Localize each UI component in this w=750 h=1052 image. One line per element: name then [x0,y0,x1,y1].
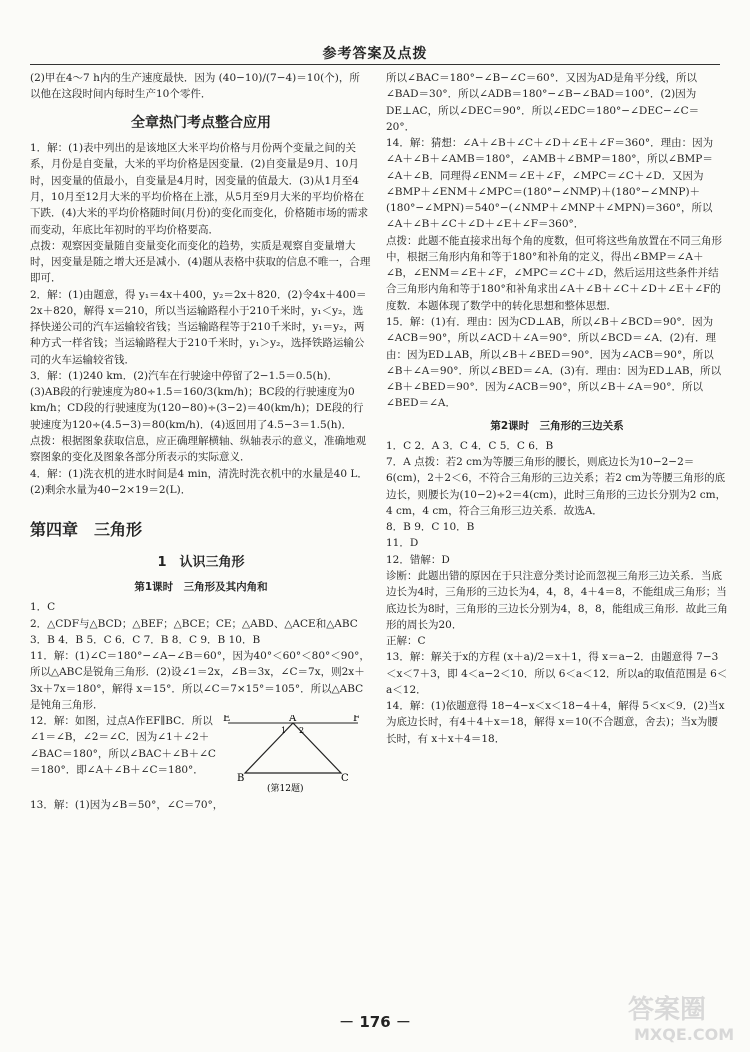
answer-item: 7．A 点拨：若2 cm为等腰三角形的腰长，则底边长为10−2−2＝6(cm)，2＋2＜6，不符合三角形的三边关系；若2 cm为等腰三角形的底边长，则腰长为(10−2)÷2＝4(cm)，此时三角形的三边长分别为2 cm，4 cm，4 cm，符合三角形三边关系．故选A． [386,456,727,517]
answer-item: 1．解：(1)表中列出的是该地区大米平均价格与月份两个变量之间的关系，月份是自变量，大米的平均价格是因变量．(2)自变量是9月、10月时，因变量的值最小，自变量是4月时，因变量的值最大．(3)从1月至4月，10月至12月大米的平均价格在上涨，从5月至9月大米的平均价格在下跌．(4)大米的平均价格随时间(月份)的变化而变化，价格随市场的需求而变动，年底比年初时的平均价格要高． [30,142,369,236]
lesson-heading: 1 认识三角形 [157,554,245,570]
answer-item: 11．解：(1)∠C＝180°−∠A−∠B＝60°，因为40°＜60°＜80°＜90°，所以△ABC是锐角三角形．(2)设∠1＝2x，∠B＝3x，∠C＝7x，则2x＋3x＋7x＝180°，解得 x＝15°．所以∠C＝7×15°＝105°．所以△ABC是钝角三角形． [30,650,370,711]
label-e: E [223,715,231,725]
chapter-heading: 第四章 三角形 [30,520,143,540]
right-column [386,70,728,747]
answer-item: 12．错解：D [386,553,450,566]
hint-text: 点拨：此题不能直接求出每个角的度数，但可将这些角放置在不同三角形中，根据三角形内角和等于180°和补角的定义，得出∠BMP＝∠A＋∠B，∠ENM＝∠E＋∠F，∠MPC＝∠C＋∠D，然后运用这些条件并结合三角形内角和等于180°和补角求出∠A＋∠B＋∠C＋∠D＋∠E＋∠F的度数．本题体现了数学中的转化思想和整体思想． [386,234,722,312]
answer-item: 正解：C [386,635,426,648]
triangle-diagram [223,715,363,795]
triangle-figure [223,715,363,795]
answer-text: 所以∠BAC＝180°−∠B−∠C＝60°．又因为AD是角平分线，所以∠BAD＝30°．所以∠ADB＝180°−∠B−∠BAD＝100°．(2)因为DE⊥AC，所以∠DEC＝90°．所以∠EDC＝180°−∠DEC−∠C＝20°． [386,72,700,133]
hint-text: 点拨：观察因变量随自变量变化而变化的趋势，实质是观察自变量增大时，因变量是随之增大还是减小．(4)题从表格中获取的信息不唯一，合理即可． [30,239,371,285]
watermark-text-1: 答案圈 [628,995,707,1025]
page-title: 参考答案及点拨 [322,46,428,62]
answer-item: 14．解：(1)依题意得 18−4−x＜x＜18−4＋4，解得 5＜x＜9．(2)当x为底边长时，有4＋4＋x＝18，解得 x＝10(不合题意，舍去)；当x为腰长时，有 x＋x＋4＝18． [386,700,725,745]
label-1: 1 [281,726,287,736]
label-b: B [237,773,245,785]
hint-text: 点拨：根据图象获取信息，应正确理解横轴、纵轴表示的意义，准确地观察图象的变化及图象各部分所表示的实际意义． [30,435,366,464]
answer-item: 2．解：(1)由题意，得 y₁＝4x＋400，y₂＝2x＋820．(2)令4x＋400＝2x＋820，解得 x＝210，所以当运输路程小于210千米时，y₁＜y₂，选择快递公司的汽车运输较省钱；当运输路程等于210千米时，y₁＝y₂，两种方式一样省钱；当运输路程大于210千米时，y₁＞y₂，选择铁路运输公司的火车运输较省钱． [30,288,367,366]
answer-item: 3．解：(1)240 km．(2)汽车在行驶途中停留了2−1.5＝0.5(h)． [30,369,338,382]
period-heading: 第2课时 三角形的三边关系 [490,419,624,432]
label-a: A [289,715,297,725]
watermark-text-2: MXQE.COM [634,1025,735,1044]
answer-text: (2)甲在4～7 h内的生产速度最快．因为 (40−10)/(7−4)＝10(个)，所 [30,72,360,84]
answer-item: 3．B 4．B 5．C 6．C 7．B 8．C 9．B 10．B [30,633,261,646]
section-heading: 全章热门考点整合应用 [131,114,271,131]
page-header [0,0,750,60]
answer-item: 12．解：如图，过点A作EF∥BC．所以∠1＝∠B，∠2＝∠C．因为∠1＋∠2＋∠BAC＝180°，所以∠BAC＋∠B＋∠C＝180°．即∠A＋∠B＋∠C＝180°． [30,715,216,776]
answer-item: 11．D [386,537,419,550]
page-number: － 176 － [339,1012,411,1031]
diagnosis-text: 诊断：此题出错的原因在于只注意分类讨论而忽视三角形三边关系．当底边长为4时，三角形的三边长为4，4，8，4＋4＝8，不能组成三角形；当底边长为8时，三角形的三边长分别为4，8，8，能组成三角形．故此三角形的周长为20． [386,569,728,631]
answer-item: 13．解：解关于x的方程 (x＋a)/2＝x＋1，得 x＝a−2．由题意得 7−3＜x＜7＋3，即 4＜a−2＜10．所以 6＜a＜12．所以a的取值范围是 6＜a＜12． [386,651,728,696]
answer-item: 15．解：(1)有．理由：因为CD⊥AB，所以∠B＋∠BCD＝90°．因为∠ACB＝90°，所以∠ACD＋∠A＝90°．所以∠BCD＝∠A．(2)有．理由：因为ED⊥AB，所以∠B＋∠BED＝90°．因为∠ACB＝90°，所以∠B＋∠A＝90°．所以∠BED＝∠A．(3)有．理由：因为ED⊥AB，所以∠B＋∠BED＝90°．因为∠ACB＝90°，所以∠B＋∠A＝90°．所以∠BED＝∠A． [386,315,722,410]
answer-item: 2．△CDF与△BCD；△BEF；△BCE；CE；△ABD、△ACE和△ABC [30,617,358,630]
answer-item: 4．解：(1)洗衣机的进水时间是4 min，清洗时洗衣机中的水量是40 L．(2)剩余水量为40−2×19＝2(L)． [30,467,368,496]
answer-item: 14．解：猜想：∠A＋∠B＋∠C＋∠D＋∠E＋∠F＝360°．理由：因为∠A＋∠B＋∠AMB＝180°，∠AMB＋∠BMP＝180°，所以∠BMP＝∠A＋∠B．同理得∠ENM＝∠E＋∠F，∠MPC＝∠C＋∠D．又因为∠BMP＋∠ENM＋∠MPC＝(180°−∠NMP)＋(180°−∠MNP)＋(180°−∠MPN)＝540°−(∠NMP＋∠MNP＋∠MPN)＝360°，所以∠A＋∠B＋∠C＋∠D＋∠E＋∠F＝360°． [386,137,714,231]
label-c: C [341,773,349,785]
left-column [30,70,372,813]
label-2: 2 [299,726,305,736]
answer-item: (3)AB段的行驶速度为80÷1.5＝160/3(km/h)；BC段的行驶速度为0 km/h；CD段的行驶速度为(120−80)÷(3−2)＝40(km/h)；DE段的行驶速度为120÷(4.5−3)＝80(km/h)．(4)返回用了4.5−3＝1.5(h)． [30,386,364,431]
answer-item: 1．C 2．A 3．C 4．C 5．C 6．B [386,439,554,452]
answer-text: 以他在这段时间内每时生产10个零件． [30,88,212,101]
label-f: F [353,715,361,725]
figure-caption: (第12题) [267,784,304,795]
answer-item: 13．解：(1)因为∠B＝50°，∠C＝70°， [30,799,224,812]
watermark-logo [624,988,742,1046]
period-heading: 第1课时 三角形及其内角和 [134,581,268,593]
answer-item: 8．B 9．C 10．B [386,521,475,534]
answer-item: 1．C [30,601,56,614]
header-divider [30,64,720,65]
